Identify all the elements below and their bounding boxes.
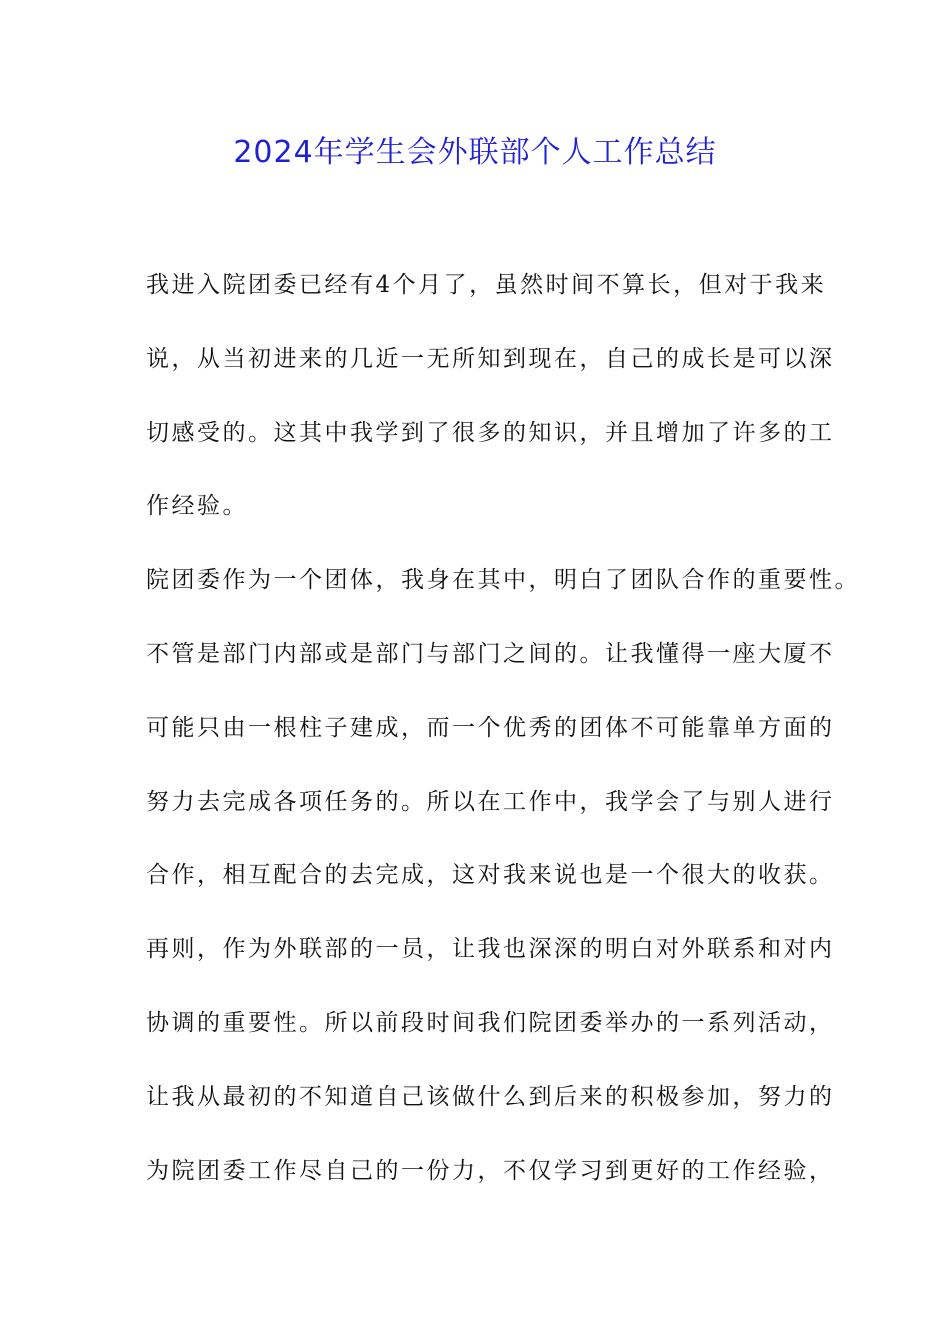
text-line: 可能只由一根柱子建成，而一个优秀的团体不可能靠单方面的 [146,714,835,741]
text-line: 作经验。 [146,493,248,520]
text-line: 合作，相互配合的去完成，这对我来说也是一个很大的收获。 [146,862,835,889]
text-line: 切感受的。这其中我学到了很多的知识，并且增加了许多的工 [146,419,835,446]
text-line: 我进入院团委已经有4个月了，虽然时间不算长，但对于我来 [146,272,827,298]
text-line: 不管是部门内部或是部门与部门之间的。让我懂得一座大厦不 [146,640,835,667]
text-line: 努力去完成各项任务的。所以在工作中，我学会了与别人进行 [146,788,835,815]
text-line: 院团委作为一个团体，我身在其中，明白了团队合作的重要性。 [146,567,860,594]
text-line: 为院团委工作尽自己的一份力，不仅学习到更好的工作经验， [146,1157,835,1184]
document-title: 2024年学生会外联部个人工作总结 [233,135,717,170]
document-body [146,261,860,1220]
text-line: 让我从最初的不知道自己该做什么到后来的积极参加，努力的 [146,1083,835,1110]
text-line: 再则，作为外联部的一员，让我也深深的明白对外联系和对内 [146,936,835,963]
text-line: 说，从当初进来的几近一无所知到现在，自己的成长是可以深 [146,345,835,372]
text-line: 协调的重要性。所以前段时间我们院团委举办的一系列活动， [146,1009,835,1036]
